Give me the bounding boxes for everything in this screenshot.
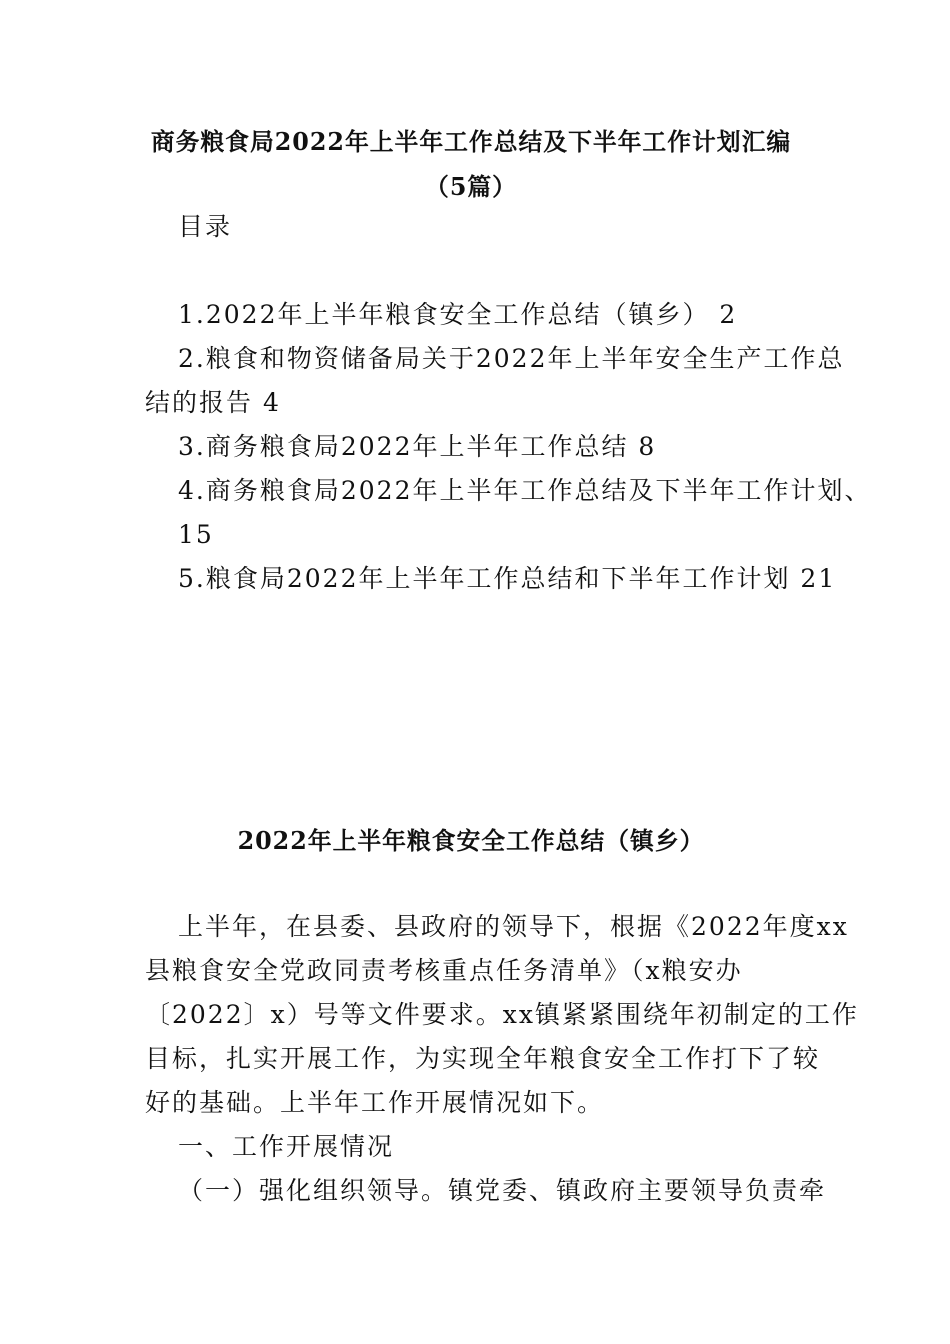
body-line-4: 目标，扎实开展工作，为实现全年粮食安全工作打下了较	[145, 1044, 821, 1073]
body-line-6: （一）强化组织领导。镇党委、镇政府主要领导负责牵	[178, 1176, 827, 1205]
toc-heading: 目录	[178, 212, 233, 241]
toc-item-1: 1.2022年上半年粮食安全工作总结（镇乡） 2	[178, 300, 738, 329]
toc-item-2: 2.粮食和物资储备局关于2022年上半年安全生产工作总	[178, 344, 845, 373]
body-line-2: 县粮食安全党政同责考核重点任务清单》（x粮安办	[145, 956, 743, 985]
body-line-3: 〔2022〕x）号等文件要求。xx镇紧紧围绕年初制定的工作	[145, 1000, 859, 1029]
toc-item-4-cont: 15	[178, 520, 214, 549]
body-line-1: 上半年，在县委、县政府的领导下，根据《2022年度xx	[178, 912, 849, 941]
toc-item-2-cont: 结的报告 4	[145, 388, 281, 417]
body-heading-1: 一、工作开展情况	[178, 1132, 395, 1161]
body-line-5: 好的基础。上半年工作开展情况如下。	[145, 1088, 605, 1117]
toc-item-4: 4.商务粮食局2022年上半年工作总结及下半年工作计划、	[178, 476, 872, 505]
toc-item-5: 5.粮食局2022年上半年工作总结和下半年工作计划 21	[178, 564, 837, 593]
document-title-line2: （5篇）	[425, 172, 517, 201]
section-title: 2022年上半年粮食安全工作总结（镇乡）	[237, 826, 705, 855]
toc-item-3: 3.商务粮食局2022年上半年工作总结 8	[178, 432, 657, 461]
document-title-line1: 商务粮食局2022年上半年工作总结及下半年工作计划汇编	[150, 127, 792, 156]
